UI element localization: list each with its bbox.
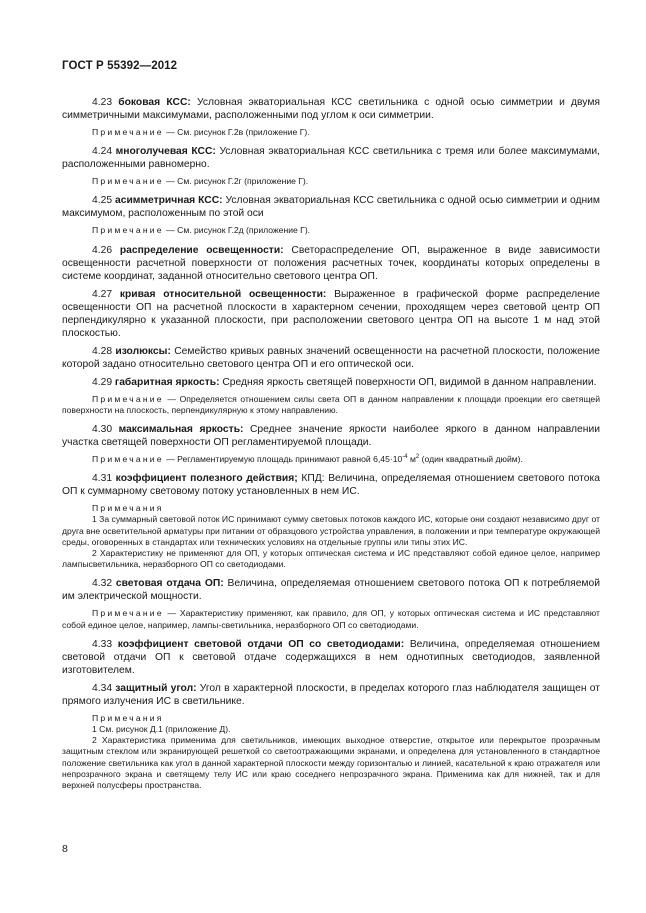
- term-4-24: 4.24 многолучевая КСС: Условная экваториальная КСС светильника с тремя или более максимумами, расположенными равномерно.: [62, 146, 600, 171]
- term-4-30: 4.30 максимальная яркость: Среднее значение яркости наиболее яркого в данном направлении участка светящей поверхности ОП регламентируемой площади.: [62, 424, 600, 449]
- term-name: кривая относительной освещенности:: [119, 288, 327, 300]
- term-name: коэффициент полезного действия;: [115, 473, 298, 485]
- note-4-30: Примечание — Регламентируемую площадь принимают равной $6,45\cdot 10^{-4}$ $м^2$ (один квадратный дюйм).: [92, 454, 523, 465]
- term-name: распределение освещенности:: [119, 244, 284, 256]
- term-definition: Величина, определяемая отношением световой отдачи ОП к световой отдаче содержащихся в нем однотипных светодиодов, заявленной изготовителем.: [62, 638, 600, 676]
- document-body: [62, 96, 600, 798]
- note-label: Примечание: [92, 127, 164, 137]
- note-4-23: Примечание — См. рисунок Г.2в (приложение Г).: [92, 127, 310, 137]
- note-label: Примечание: [92, 225, 164, 236]
- term-name: боковая КСС:: [118, 97, 191, 108]
- note-label: Примечание: [92, 393, 164, 404]
- term-definition: Условная экваториальная КСС светильника с тремя или более максимумами, расположенными равномерно.: [62, 146, 600, 171]
- term-name: асимметричная КСС:: [114, 195, 223, 207]
- term-4-32: 4.32 световая отдача ОП: Величина, определяемая отношением светового потока ОП к потребляемой им электрической мощности.: [62, 578, 600, 603]
- term-definition: Выраженное в графической форме распределение освещенности ОП на расчетной плоскости в характерном сечении, проходящем через световой центр ОП перпендикулярно к указанной плоскости, при расположении светового центра ОП на высоте 1 м над этой плоскостью.: [62, 288, 600, 339]
- note-item: 2 Характеристику не применяют для ОП, у которых оптическая система и ИС представляют собой единое целое, например лампысветильника, неразборного ОП со светодиодами.: [62, 548, 600, 570]
- term-definition: Условная экваториальная КСС светильника с одной осью симметрии и двумя симметричными максимумами, расположенными под углом к оси симметрии.: [62, 97, 600, 121]
- notes-label: Примечания: [92, 712, 164, 723]
- notes-4-34: [62, 713, 600, 791]
- term-name: коэффициент световой отдачи ОП со светодиодами:: [117, 638, 405, 650]
- term-4-31: 4.31 коэффициент полезного действия; КПД: Величина, определяемая отношением светового потока ОП к суммарному световому потоку установленных в нем ИС.: [62, 473, 600, 498]
- term-definition: Светораспределение ОП, выраженное в виде зависимости освещенности расчетной поверхности от положения расчетных точек, координаты которых определены в системе координат, заданной относительно светового центра ОП.: [62, 244, 600, 282]
- term-4-26: 4.26 распределение освещенности: Светораспределение ОП, выраженное в виде зависимости освещенности расчетной поверхности от положения расчетных точек, координаты которых определены в системе координат, заданной относительно светового центра ОП.: [62, 244, 600, 282]
- note-item: 1 За суммарный световой поток ИС принимают сумму световых потоков каждого ИС, которые они создают независимо друг от друга вне осветительной арматуры при питании от образцового устройства управления, в положении и при температуре окружающей среды, оговоренных в стандартах или технических условиях на отдельные группы или типы этих ИС.: [62, 514, 600, 547]
- term-name: световая отдача ОП:: [115, 578, 224, 590]
- note-4-29: Примечание — Определяется отношением силы света ОП в данном направлении к площади проекции его светящей поверхности на плоскость, перпендикулярную к этому направлению.: [62, 393, 601, 415]
- note-4-25: Примечание — См. рисунок Г.2д (приложение Г).: [92, 225, 311, 236]
- term-definition: Семейство кривых равных значений освещенности на расчетной плоскости, положение которой задано относительно светового центра ОП и его оптической оси.: [62, 345, 600, 370]
- note-label: Примечание: [92, 454, 164, 465]
- term-name: многолучевая КСС:: [115, 146, 216, 158]
- term-definition: Условная экваториальная КСС светильника с одной осью симметрии и одним максимумом, расположенным по этой оси: [62, 195, 600, 220]
- notes-label: Примечания: [92, 503, 164, 514]
- term-4-28: 4.28 изолюксы: Семейство кривых равных значений освещенности на расчетной плоскости, положение которой задано относительно светового центра ОП и его оптической оси.: [62, 345, 600, 370]
- term-4-33: 4.33 коэффициент световой отдачи ОП со светодиодами: Величина, определяемая отношением световой отдачи ОП к световой отдаче содержащихся в нем однотипных светодиодов, заявленной изготовителем.: [62, 638, 600, 676]
- page-number: 8: [62, 843, 68, 855]
- term-abbreviation: КПД:: [301, 473, 325, 485]
- term-name: габаритная яркость:: [114, 376, 220, 388]
- note-item: 1 См. рисунок Д.1 (приложение Д).: [92, 724, 231, 735]
- term-4-27: 4.27 кривая относительной освещенности: Выраженное в графической форме распределение освещенности ОП на расчетной плоскости в характерном сечении, проходящем через световой центр ОП перпендикулярно к указанной плоскости, при расположении светового центра ОП на высоте 1 м над этой плоскостью.: [62, 288, 600, 339]
- term-name: защитный угол:: [115, 682, 197, 694]
- note-4-32: Примечание — Характеристику применяют, как правило, для ОП, у которых оптическая система и ИС представляют собой единое целое, например, лампы-светильника, неразборного ОП со светодиодами.: [62, 608, 600, 630]
- note-label: Примечание: [92, 608, 164, 619]
- term-4-34: 4.34 защитный угол: Угол в характерной плоскости, в пределах которого глаз наблюдателя защищен от прямого излучения ИС в светильнике.: [62, 682, 600, 707]
- term-name: максимальная яркость:: [118, 424, 244, 436]
- term-4-29: 4.29 габаритная яркость: Средняя яркость светящей поверхности ОП, видимой в данном направлении.: [92, 376, 597, 388]
- note-label: Примечание: [92, 176, 164, 187]
- term-definition: Величина, определяемая отношением светового потока ОП к потребляемой им электрической мощности.: [62, 578, 600, 603]
- term-definition: Средняя яркость светящей поверхности ОП, видимой в данном направлении.: [222, 376, 597, 388]
- note-item: 2 Характеристика применима для светильников, имеющих выходное отверстие, открытое или перекрытое прозрачным защитным стеклом или экранирующей решеткой со светоотражающими экранами, и определена для установленного в стандартное положение светильника как угол в данной характерной плоскости между горизонталью и линией, касательной к краю отражателя или непрозрачного экрана и светящему телу ИС или краю соседнего непрозрачного экрана. Применима как для нижней, так и для верхней полусферы пространства.: [62, 735, 600, 791]
- term-4-25: 4.25 асимметричная КСС: Условная экваториальная КСС светильника с одной осью симметрии и одним максимумом, расположенным по этой оси: [62, 195, 600, 220]
- document-header: ГОСТ Р 55392—2012: [62, 60, 178, 72]
- term-definition: Угол в характерной плоскости, в пределах которого глаз наблюдателя защищен от прямого излучения ИС в светильнике.: [62, 682, 600, 707]
- notes-4-31: [62, 503, 600, 570]
- term-4-23: 4.23 боковая КСС: Условная экваториальная КСС светильника с одной осью симметрии и двумя симметричными максимумами, расположенными под углом к оси симметрии.: [62, 97, 600, 121]
- term-definition: Среднее значение яркости наиболее яркого в данном направлении участка светящей поверхности ОП регламентируемой площади.: [62, 424, 600, 449]
- note-4-24: Примечание — См. рисунок Г.2г (приложение Г).: [92, 176, 309, 187]
- term-definition: Величина, определяемая отношением светового потока ОП к суммарному световому потоку установленных в нем ИС.: [62, 473, 600, 498]
- term-name: изолюксы:: [115, 345, 171, 357]
